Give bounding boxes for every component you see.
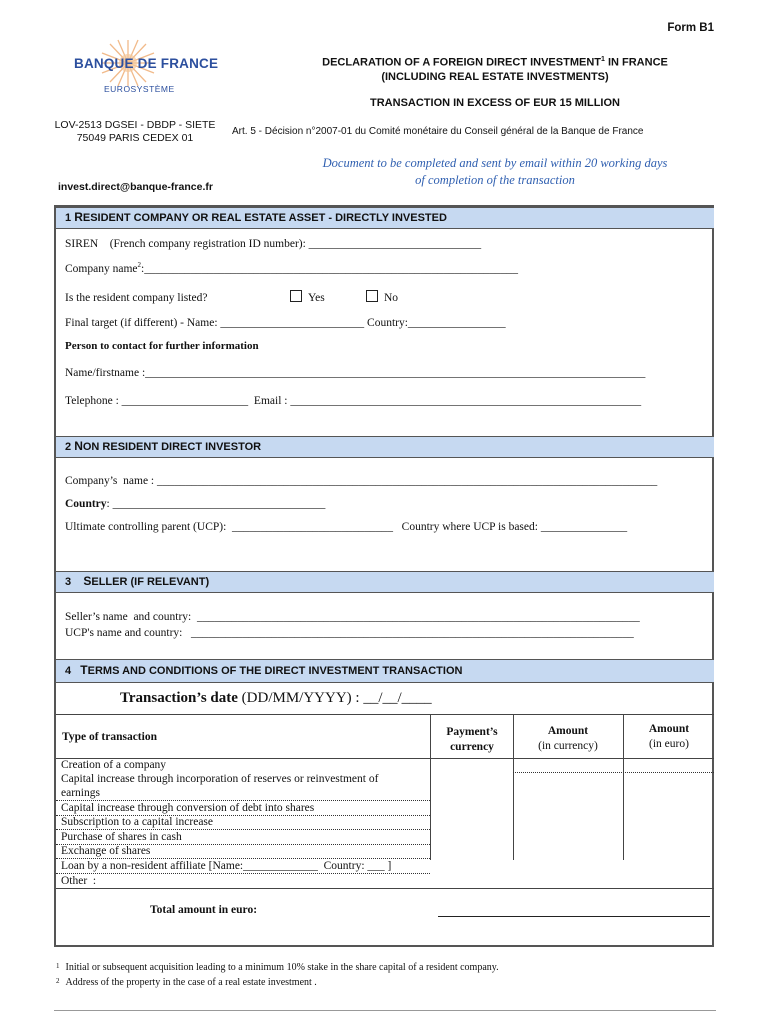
table-row-rule: [56, 873, 430, 874]
seller-ucp-field[interactable]: UCP's name and country: _____________________________________________________________________________: [65, 627, 634, 639]
transaction-type-row[interactable]: Subscription to a capital increase: [61, 816, 214, 828]
transaction-type-row[interactable]: Capital increase through incorporation of reserves or reinvestment of: [61, 773, 379, 785]
legal-reference: Art. 5 - Décision n°2007-01 du Comité monétaire du Conseil général de la Banque de France: [232, 126, 644, 137]
ucp-field[interactable]: Ultimate controlling parent (UCP): ____________________________ Country where UCP is based: _______________: [65, 521, 628, 533]
transaction-type-row[interactable]: earnings: [61, 787, 100, 799]
final-target-field[interactable]: Final target (if different) - Name: _________________________ Country:_________________: [65, 317, 506, 329]
section-3-header: 3 SELLER (IF RELEVANT): [56, 571, 714, 593]
contact-email[interactable]: invest.direct@banque-france.fr: [58, 181, 213, 193]
seller-field[interactable]: Seller’s name and country: _____________________________________________________________________________: [65, 611, 640, 623]
transaction-type-row[interactable]: Creation of a company: [61, 759, 167, 771]
transaction-type-row[interactable]: Other :: [61, 875, 97, 887]
section-4-header: 4 TERMS AND CONDITIONS OF THE DIRECT INVESTMENT TRANSACTION: [56, 659, 714, 683]
footnote-1: $^1$ Initial or subsequent acquisition leading to a minimum 10% stake in the share capital of a resident company.: [56, 962, 499, 973]
submission-instructions: Document to be completed and sent by email within 20 working days of completion of the transaction: [322, 156, 668, 187]
transaction-type-row[interactable]: Exchange of shares: [61, 845, 151, 857]
total-amount-label: Total amount in euro:: [150, 904, 258, 916]
contact-phone-email-field[interactable]: Telephone : ______________________ Email : _____________________________________________________________: [65, 395, 642, 407]
company-name-field[interactable]: Company name$^2$:_________________________________________________________________: [65, 261, 518, 275]
table-top-rule: [56, 714, 714, 715]
document-subtitle: TRANSACTION IN EXCESS OF EUR 15 MILLION: [370, 97, 620, 109]
postal-address: LOV-2513 DGSEI - DBDP - SIETE 75049 PARIS CEDEX 01: [54, 119, 216, 144]
bank-logo-sub: EUROSYSTÈME: [104, 84, 175, 94]
section-2-header: 2 NON RESIDENT DIRECT INVESTOR: [56, 436, 714, 458]
col-header-type: Type of transaction: [62, 731, 157, 743]
investor-country-field[interactable]: Country: _____________________________________: [65, 498, 326, 510]
total-amount-field[interactable]: [438, 916, 710, 917]
table-col-divider: [430, 714, 431, 860]
section-1-header: 1 RESIDENT COMPANY OR REAL ESTATE ASSET - DIRECTLY INVESTED: [56, 207, 714, 229]
document-title: DECLARATION OF A FOREIGN DIRECT INVESTMENT$^1$ IN FRANCE (INCLUDING REAL ESTATE INVESTMENTS): [322, 56, 668, 83]
col-header-amount-currency: Amount (in currency): [538, 725, 598, 752]
table-row-rule: [513, 772, 714, 773]
listed-no-checkbox[interactable]: No: [366, 290, 398, 304]
table-bottom-rule: [56, 888, 714, 889]
siren-field[interactable]: SIREN (French company registration ID number): ______________________________: [65, 238, 482, 250]
transaction-type-row[interactable]: Purchase of shares in cash: [61, 831, 182, 843]
bottom-rule: [54, 1010, 716, 1011]
transaction-type-row[interactable]: Loan by a non-resident affiliate [Name:_____________ Country: ___ ]: [61, 860, 392, 872]
listed-question: Is the resident company listed?: [65, 292, 208, 304]
transaction-type-row[interactable]: Capital increase through conversion of debt into shares: [61, 802, 315, 814]
bank-logo-name: BANQUE DE FRANCE: [74, 56, 219, 71]
form-code: Form B1: [667, 22, 714, 34]
footnote-2: $^2$ Address of the property in the case of a real estate investment .: [56, 977, 317, 988]
col-header-payment-currency: Payment’s currency: [446, 726, 498, 753]
listed-yes-checkbox[interactable]: Yes: [290, 290, 325, 304]
contact-heading: Person to contact for further information: [65, 340, 259, 352]
contact-name-field[interactable]: Name/firstname :_______________________________________________________________________________________: [65, 367, 646, 379]
investor-company-field[interactable]: Company’s name : _______________________________________________________________________________________: [65, 475, 658, 487]
col-header-amount-euro: Amount (in euro): [648, 723, 690, 750]
transaction-date-field[interactable]: Transaction’s date (DD/MM/YYYY) : __/__/____: [120, 690, 432, 706]
